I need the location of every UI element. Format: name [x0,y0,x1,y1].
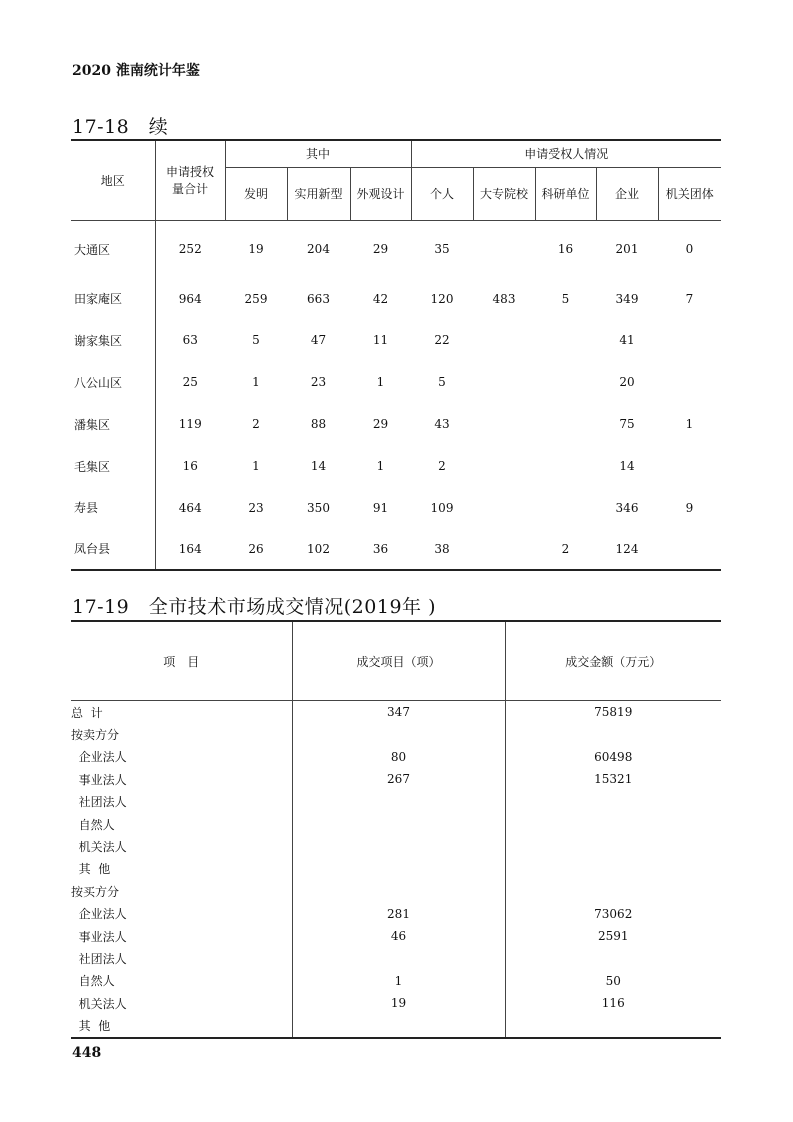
table-cell [473,528,535,570]
table-row [71,403,721,445]
table-cell: 2 [252,417,260,431]
deal-amount [505,1014,721,1037]
table-cell: 0 [685,242,694,257]
table-cell [535,361,596,403]
table-row [71,319,721,361]
deal-amount [505,880,721,902]
table-cell: 164 [155,528,225,570]
deal-count [292,880,505,902]
deal-amount: 116 [505,992,721,1014]
table-cell: 47 [310,333,327,347]
table-cell: 483 [492,291,516,306]
region-name: 大通区 [74,242,111,257]
table-row [71,970,721,992]
table-row [71,723,721,745]
table-cell: 109 [430,500,454,515]
table-cell: 124 [615,541,639,556]
header-deal-count: 成交项目（项） [292,621,505,701]
item-label: 其 他 [71,1019,111,1034]
table-cell [473,403,535,445]
table-cell: 88 [310,417,327,431]
item-label: 事业法人 [71,929,127,944]
region-name: 谢家集区 [74,333,123,348]
deal-amount: 2591 [505,925,721,947]
deal-count: 80 [292,746,505,768]
deal-count: 46 [292,925,505,947]
region-name: 八公山区 [74,375,123,390]
table-cell: 259 [244,291,268,306]
table-cell: 252 [155,220,225,278]
deal-count [292,1014,505,1037]
header-research-unit: 科研单位 [535,167,596,220]
table-cell: 16 [155,445,225,487]
deal-amount [505,835,721,857]
deal-amount: 60498 [505,746,721,768]
table-cell: 26 [248,541,264,556]
deal-count [292,791,505,813]
table-row [71,528,721,570]
item-label: 其 他 [71,862,111,877]
deal-count [292,835,505,857]
table-cell: 16 [557,242,574,257]
table-cell: 35 [434,242,450,257]
item-label: 社团法人 [71,795,127,810]
table-row [71,278,721,319]
deal-amount [505,791,721,813]
page-number: 448 [72,1045,102,1061]
table-cell [473,487,535,528]
deal-amount: 50 [505,970,721,992]
deal-amount [505,813,721,835]
table-row [71,768,721,790]
table-cell: 2 [438,459,446,473]
table-cell: 2 [561,541,570,556]
table-cell: 120 [430,291,454,306]
running-head: 2020 淮南统计年鉴 [72,63,200,79]
table-cell: 23 [310,375,327,389]
table-row [71,992,721,1014]
table-cell: 91 [372,500,389,515]
table-cell: 1 [252,459,260,473]
table-cell: 36 [372,541,389,556]
table-row [71,361,721,403]
table-cell: 29 [372,242,389,257]
item-label: 企业法人 [71,750,127,765]
item-label: 总 计 [71,705,103,720]
table-row [71,903,721,925]
header-enterprise: 企业 [596,167,658,220]
header-design: 外观设计 [350,167,411,220]
deal-count: 1 [292,970,505,992]
table-cell: 663 [307,291,330,306]
header-institution: 机关团体 [658,167,721,220]
deal-amount [505,947,721,969]
table-row [71,1014,721,1037]
region-name: 寿县 [74,501,99,515]
table-row [71,220,721,278]
table-row [71,947,721,969]
table-cell: 14 [310,459,327,473]
table-cell: 38 [434,541,450,556]
deal-amount: 73062 [505,903,721,925]
header-total: 申请授权量合计 [155,140,225,220]
table-cell: 119 [155,403,225,445]
item-label: 自然人 [71,974,115,989]
deal-amount: 15321 [505,768,721,790]
table-cell: 43 [434,417,450,431]
deal-count [292,947,505,969]
header-invention: 发明 [225,167,287,220]
table-row [71,858,721,880]
table-cell: 349 [615,291,639,306]
deal-count: 19 [292,992,505,1014]
table-cell [658,528,721,570]
table-row [71,701,721,724]
table-cell [658,445,721,487]
table1-title: 17-18 续 [72,116,169,138]
item-label: 事业法人 [71,772,127,787]
table-cell: 964 [155,278,225,319]
table-row [71,487,721,528]
header-item: 项 目 [71,621,292,701]
table-cell [473,445,535,487]
region-name: 潘集区 [74,417,111,432]
deal-count: 281 [292,903,505,925]
item-label: 自然人 [71,817,115,832]
deal-count [292,723,505,745]
region-name: 田家庵区 [74,292,123,306]
deal-count [292,813,505,835]
item-label: 按卖方分 [71,728,120,743]
deal-amount [505,858,721,880]
deal-amount: 75819 [505,701,721,724]
table-cell: 14 [619,459,635,473]
patent-authorization-table [71,139,721,571]
table-cell [658,361,721,403]
table-cell: 1 [685,417,694,431]
table-cell: 75 [619,417,635,431]
table-cell [535,445,596,487]
region-name: 凤台县 [74,542,111,556]
deal-count: 267 [292,768,505,790]
table-cell: 42 [372,291,389,306]
table-cell [535,487,596,528]
table-cell: 346 [615,500,639,515]
table-row [71,445,721,487]
table-cell: 11 [372,333,389,347]
header-group-among: 其中 [225,140,411,167]
table-cell: 201 [615,242,639,257]
table-cell: 350 [307,500,330,515]
table-row [71,880,721,902]
deal-amount [505,723,721,745]
table-row [71,925,721,947]
table-cell: 7 [685,291,694,306]
table-cell: 1 [376,459,385,473]
deal-count [292,858,505,880]
table2-title: 17-19 全市技术市场成交情况(2019年 ) [72,596,436,618]
header-college: 大专院校 [473,167,535,220]
table-cell [473,361,535,403]
table-row [71,835,721,857]
header-individual: 个人 [411,167,473,220]
table-cell [535,319,596,361]
table-cell: 20 [619,375,635,389]
table-cell: 22 [434,333,450,347]
table-cell: 19 [248,242,264,257]
header-deal-amount: 成交金额（万元） [505,621,721,701]
table-row [71,746,721,768]
table-cell: 25 [155,361,225,403]
table-cell: 5 [252,333,260,347]
table-cell [473,319,535,361]
table-cell: 23 [248,500,264,515]
header-utility-model: 实用新型 [287,167,350,220]
item-label: 机关法人 [71,996,127,1011]
header-group-applicant: 申请受权人情况 [411,140,721,167]
table-cell: 1 [376,375,385,389]
table-row [71,813,721,835]
deal-count: 347 [292,701,505,724]
table-cell [473,220,535,278]
table-cell [535,403,596,445]
table-cell: 204 [307,242,330,257]
item-label: 按买方分 [71,884,120,899]
item-label: 企业法人 [71,907,127,922]
table-cell: 5 [438,375,446,389]
table-cell: 1 [252,375,260,389]
table-cell: 29 [372,417,389,431]
table-cell [658,319,721,361]
table-cell: 102 [307,541,330,556]
table-cell: 63 [155,319,225,361]
item-label: 机关法人 [71,840,127,855]
header-region: 地区 [71,140,155,220]
item-label: 社团法人 [71,951,127,966]
table-cell: 464 [155,487,225,528]
tech-market-table [71,620,721,1039]
region-name: 毛集区 [74,459,111,474]
table-cell: 9 [685,500,694,515]
table-cell: 41 [619,333,635,347]
table-row [71,791,721,813]
table-cell: 5 [561,291,570,306]
